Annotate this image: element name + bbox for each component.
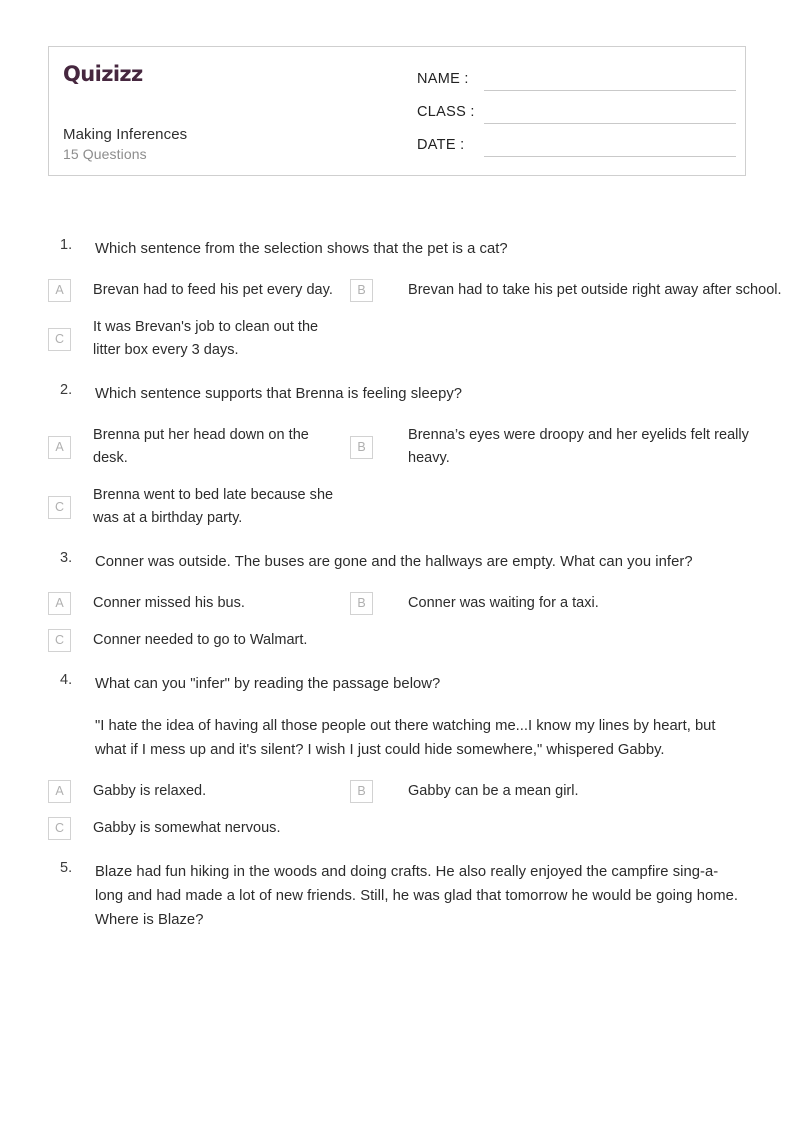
answer-option[interactable] — [0, 424, 350, 470]
option-row — [0, 424, 794, 470]
date-field-row — [417, 137, 739, 159]
quizizz-logo: Quizizz — [63, 62, 143, 86]
class-field-label: CLASS : — [417, 104, 475, 120]
date-field-input[interactable] — [484, 156, 736, 157]
answer-option[interactable] — [0, 279, 350, 302]
answer-option[interactable] — [350, 279, 794, 302]
option-letter-box[interactable]: A — [48, 279, 71, 302]
answer-option[interactable] — [0, 629, 350, 652]
question-header — [0, 382, 794, 406]
option-row — [0, 316, 794, 362]
question-header — [0, 860, 794, 932]
question-number: 3. — [60, 550, 73, 566]
option-row — [0, 817, 794, 840]
answer-options — [0, 780, 794, 840]
class-field-row — [417, 104, 739, 126]
answer-options — [0, 279, 794, 362]
question-block — [0, 237, 794, 362]
question-text: Blaze had fun hiking in the woods and doing crafts. He also really enjoyed the campfire sing-a-long and had made a lot of new friends. Still, he was glad that tomorrow he would be going home. Where is Blaze? — [95, 864, 739, 928]
question-block — [0, 672, 794, 840]
question-count-label: 15 Questions — [63, 146, 147, 162]
option-text: Conner missed his bus. — [93, 595, 245, 611]
name-field-label: NAME : — [417, 71, 469, 87]
question-block — [0, 550, 794, 652]
option-text: Conner was waiting for a taxi. — [408, 595, 599, 611]
option-row — [0, 484, 794, 530]
class-field-input[interactable] — [484, 123, 736, 124]
option-row — [0, 780, 794, 803]
question-text: What can you "infer" by reading the passage below? — [95, 676, 441, 692]
answer-option[interactable] — [0, 817, 350, 840]
question-number: 4. — [60, 672, 73, 688]
question-text: Which sentence supports that Brenna is feeling sleepy? — [95, 386, 463, 402]
option-text: Brevan had to take his pet outside right away after school. — [408, 282, 782, 298]
answer-options — [0, 424, 794, 530]
option-letter-box[interactable]: A — [48, 592, 71, 615]
question-number: 2. — [60, 382, 73, 398]
option-text: Gabby can be a mean girl. — [408, 783, 579, 799]
questions-list — [0, 237, 794, 932]
question-header — [0, 550, 794, 574]
option-letter-box[interactable]: A — [48, 436, 71, 459]
question-text: Conner was outside. The buses are gone and the hallways are empty. What can you infer? — [95, 554, 693, 570]
header-left-section — [62, 47, 402, 175]
option-row — [0, 592, 794, 615]
option-row — [0, 279, 794, 302]
question-number: 5. — [60, 860, 73, 876]
option-letter-box[interactable]: B — [350, 592, 373, 615]
option-text: Brenna put her head down on the desk. — [93, 427, 309, 466]
answer-option[interactable] — [0, 316, 350, 362]
answer-option[interactable] — [0, 592, 350, 615]
option-text: Brenna’s eyes were droopy and her eyelids felt really heavy. — [408, 427, 749, 466]
question-block — [0, 382, 794, 530]
answer-option[interactable] — [0, 780, 350, 803]
option-text: Gabby is relaxed. — [93, 783, 207, 799]
worksheet-header-card — [48, 46, 746, 176]
option-letter-box[interactable]: B — [350, 436, 373, 459]
answer-options — [0, 592, 794, 652]
question-header — [0, 237, 794, 261]
option-text: Gabby is somewhat nervous. — [93, 820, 281, 836]
option-letter-box[interactable]: C — [48, 328, 71, 351]
name-field-row — [417, 71, 739, 93]
question-block — [0, 860, 794, 932]
question-number: 1. — [60, 237, 73, 253]
date-field-label: DATE : — [417, 137, 465, 153]
answer-option[interactable] — [350, 592, 794, 615]
option-letter-box[interactable]: C — [48, 629, 71, 652]
option-text: Brenna went to bed late because she was at a birthday party. — [93, 487, 334, 526]
option-text: It was Brevan's job to clean out the litter box every 3 days. — [93, 319, 319, 358]
question-header — [0, 672, 794, 696]
question-passage: "I hate the idea of having all those people out there watching me...I know my lines by heart, but what if I mess up and it's silent? I wish I just could hide somewhere," whispered Gabby. — [95, 718, 716, 758]
answer-option[interactable] — [350, 780, 794, 803]
page-title: Making Inferences — [63, 126, 188, 143]
answer-option[interactable] — [0, 484, 350, 530]
option-text: Brevan had to feed his pet every day. — [93, 282, 333, 298]
option-letter-box[interactable]: C — [48, 817, 71, 840]
name-field-input[interactable] — [484, 90, 736, 91]
option-text: Conner needed to go to Walmart. — [93, 632, 308, 648]
header-fields-section — [417, 47, 747, 175]
option-letter-box[interactable]: B — [350, 780, 373, 803]
question-text: Which sentence from the selection shows that the pet is a cat? — [95, 241, 508, 257]
option-letter-box[interactable]: C — [48, 496, 71, 519]
option-letter-box[interactable]: B — [350, 279, 373, 302]
answer-option[interactable] — [350, 424, 794, 470]
option-letter-box[interactable]: A — [48, 780, 71, 803]
option-row — [0, 629, 794, 652]
